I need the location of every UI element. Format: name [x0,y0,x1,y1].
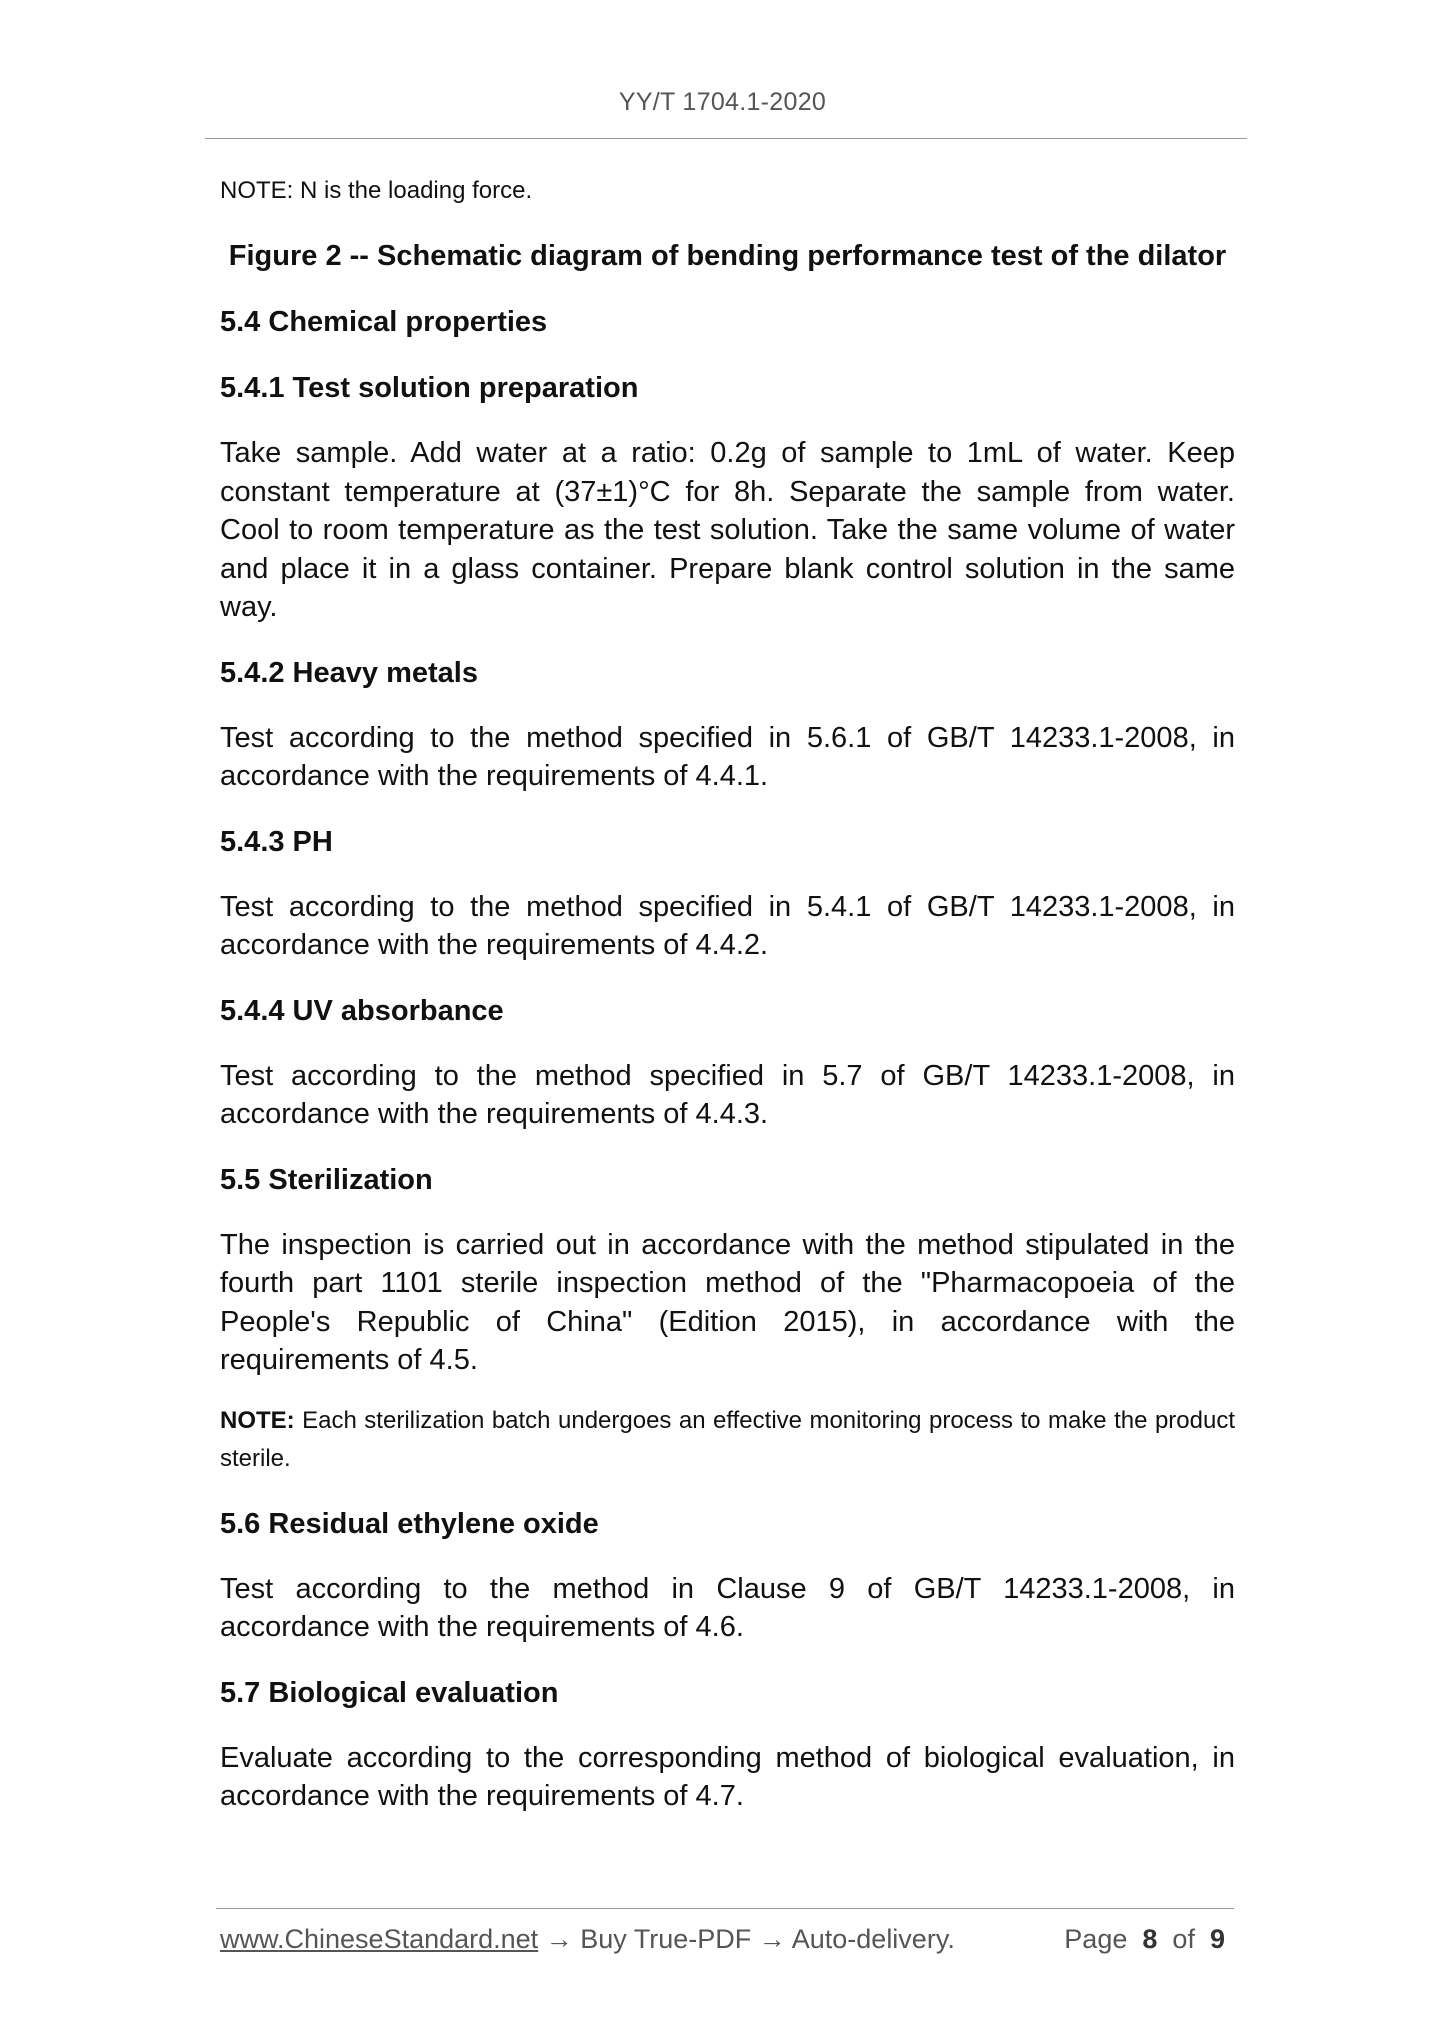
section-text-5-7: Evaluate according to the corresponding method of biological evaluation, in accordance with the requirements of 4.7. [220,1741,1235,1812]
footer-tagline: → Buy True-PDF → Auto-delivery. [538,1924,955,1954]
section-heading-5-4: 5.4 Chemical properties [220,306,548,338]
section-text-5-4-1: Take sample. Add water at a ratio: 0.2g of sample to 1mL of water. Keep constant temperature at (37±1)°C for 8h. Separate the sample from water. Cool to room temperature as the test solution. Take the same volume of water and place it in a glass container. Prepare blank control solution in the same way. [220,437,1235,623]
page-header: YY/T 1704.1-2020 [618,88,827,116]
page-of-label: of [1172,1924,1195,1954]
figure-caption: Figure 2 -- Schematic diagram of bending performance test of the dilator [228,240,1227,272]
note-label: NOTE: [220,1406,295,1434]
figure-note: NOTE: N is the loading force. [220,177,533,204]
section-heading-5-4-4: 5.4.4 UV absorbance [220,994,504,1027]
section-heading-5-4-2: 5.4.2 Heavy metals [220,656,478,689]
section-text-5-4-3: Test according to the method specified in 5.4.1 of GB/T 14233.1-2008, in accordance with the requirements of 4.4.2. [220,890,1235,961]
section-heading-5-6: 5.6 Residual ethylene oxide [220,1507,599,1540]
section-heading-5-5: 5.5 Sterilization [220,1163,433,1196]
website-link[interactable]: www.ChineseStandard.net [220,1924,539,1954]
page-current: 8 [1142,1924,1158,1954]
footer-divider [216,1908,1234,1909]
section-text-5-5: The inspection is carried out in accordance with the method stipulated in the fourth part 1101 sterile inspection method of the "Pharmacopoeia of the People's Republic of China" (Edition 2015), in accordance with the requirements of 4.5. [220,1228,1235,1376]
note-text: Each sterilization batch undergoes an effective monitoring process to make the product sterile. [220,1406,1235,1472]
header-divider [205,138,1247,139]
section-text-5-4-4: Test according to the method specified in 5.7 of GB/T 14233.1-2008, in accordance with the requirements of 4.4.3. [220,1059,1235,1130]
page-indicator [1064,1924,1225,1955]
page-total: 9 [1209,1924,1225,1954]
sterilization-note [220,1402,1235,1478]
section-text-5-4-2: Test according to the method specified in 5.6.1 of GB/T 14233.1-2008, in accordance with the requirements of 4.4.1. [220,721,1235,792]
section-heading-5-7: 5.7 Biological evaluation [220,1676,559,1709]
footer-left [220,1924,955,1955]
section-heading-5-4-1: 5.4.1 Test solution preparation [220,372,639,404]
page-label: Page [1064,1924,1128,1954]
section-text-5-6: Test according to the method in Clause 9 of GB/T 14233.1-2008, in accordance with the requirements of 4.6. [220,1572,1235,1643]
document-body [220,162,1235,1816]
section-heading-5-4-3: 5.4.3 PH [220,825,333,858]
